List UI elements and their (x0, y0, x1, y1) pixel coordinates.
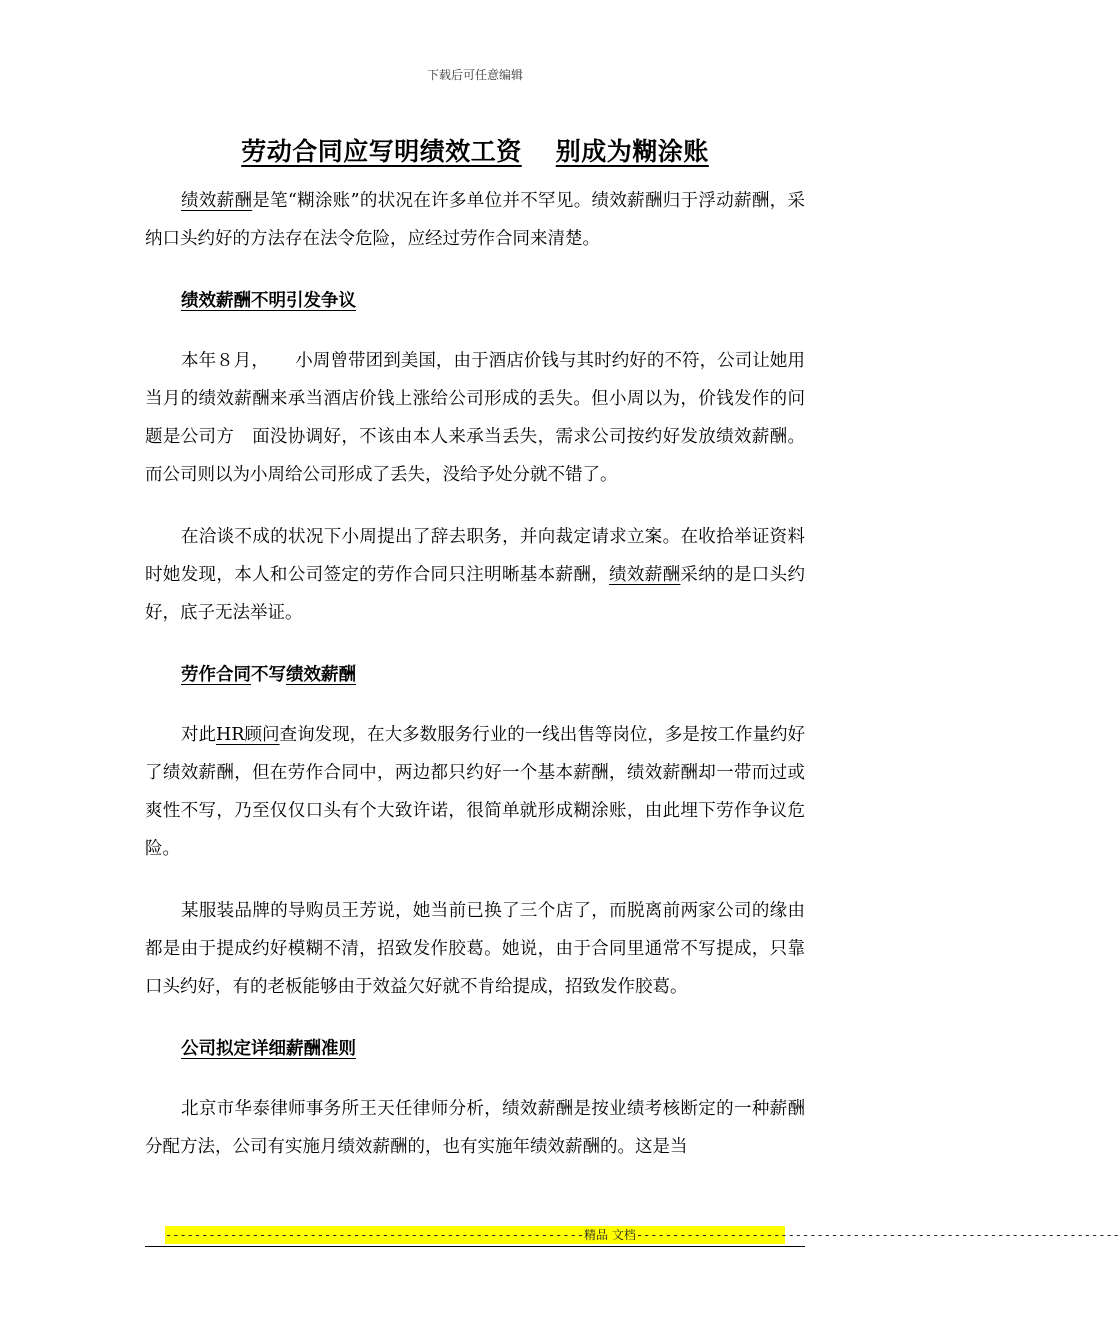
title-part-2: 别成为糊涂账 (555, 137, 709, 166)
footer-label: 精品 文档 (584, 1228, 636, 1242)
section-heading-salary-rules (145, 1030, 805, 1068)
document-body (145, 182, 805, 1188)
heading-text: 不写 (251, 665, 286, 685)
heading-link-performance-pay[interactable]: 绩效薪酬 (181, 291, 251, 311)
inline-link-performance-pay[interactable]: 绩效薪酬 (609, 565, 681, 585)
section-heading-contract (145, 656, 805, 694)
header-note: 下载后可任意编辑 (426, 68, 523, 82)
heading-text: 公司拟定详细薪酬准则 (181, 1039, 356, 1059)
page-footer (0, 1226, 1120, 1266)
paragraph-wangfang: 某服装品牌的导购员王芳说，她当前已换了三个店了，而脱离前两家公司的缘由都是由于提成约好模糊不清，招致发作胶葛。她说，由于合同里通常不写提成，只靠口头约好，有的老板能够由于效益欠好就不肯给提成，招致发作胶葛。 (145, 901, 805, 997)
footer-banner: ----------------------------------------------------------精品 文档------------------------------------------------------------------- (165, 1228, 1120, 1242)
inline-link-hr-consultant[interactable]: HR顾问 (216, 725, 280, 745)
intro-paragraph (145, 182, 805, 258)
footer-divider (145, 1246, 805, 1247)
heading-link-performance-pay[interactable]: 绩效薪酬 (286, 665, 356, 685)
document-title (0, 132, 950, 168)
heading-text: 不明引发争议 (251, 291, 356, 311)
paragraph-hr-survey: 对此HR顾问查询发现，在大多数服务行业的一线出售等岗位，多是按工作量约好了绩效薪酬，但在劳作合同中，两边都只约好一个基本薪酬，绩效薪酬却一带而过或爽性不写，乃至仅仅口头有个大致许诺，很简单就形成糊涂账，由此埋下劳作争议危险。 (145, 725, 806, 859)
title-part-1: 劳动合同应写明绩效工资 (241, 137, 522, 166)
paragraph-xiaozhou-trip: 本年８月， 小周曾带团到美国，由于酒店价钱与其时约好的不符，公司让她用当月的绩效薪酬来承当酒店价钱上涨给公司形成的丢失。但小周以为，价钱发作的问题是公司方 面没协调好，不该由本人来承当丢失，需求公司按约好发放绩效薪酬。而公司则以为小周给公司形成了丢失，没给予处分就不错了。 (145, 351, 805, 485)
paragraph-lawyer-analysis: 北京市华泰律师事务所王天任律师分析，绩效薪酬是按业绩考核断定的一种薪酬分配方法，公司有实施月绩效薪酬的，也有实施年绩效薪酬的。这是当 (145, 1099, 805, 1157)
paragraph-xiaozhou-arbitration: 在洽谈不成的状况下小周提出了辞去职务，并向裁定请求立案。在收拾举证资料时她发现，本人和公司签定的劳作合同只注明晰基本薪酬，绩效薪酬采纳的是口头约好，底子无法举证。 (145, 527, 806, 623)
intro-link-performance-pay[interactable]: 绩效薪酬 (181, 191, 253, 211)
intro-text: 是笔“糊涂账”的状况在许多单位并不罕见。绩效薪酬归于浮动薪酬，采纳口头约好的方法存在法令危险，应经过劳作合同来清楚。 (145, 191, 805, 249)
heading-link-labor-contract[interactable]: 劳作合同 (181, 665, 251, 685)
section-heading-disputes (145, 282, 805, 320)
